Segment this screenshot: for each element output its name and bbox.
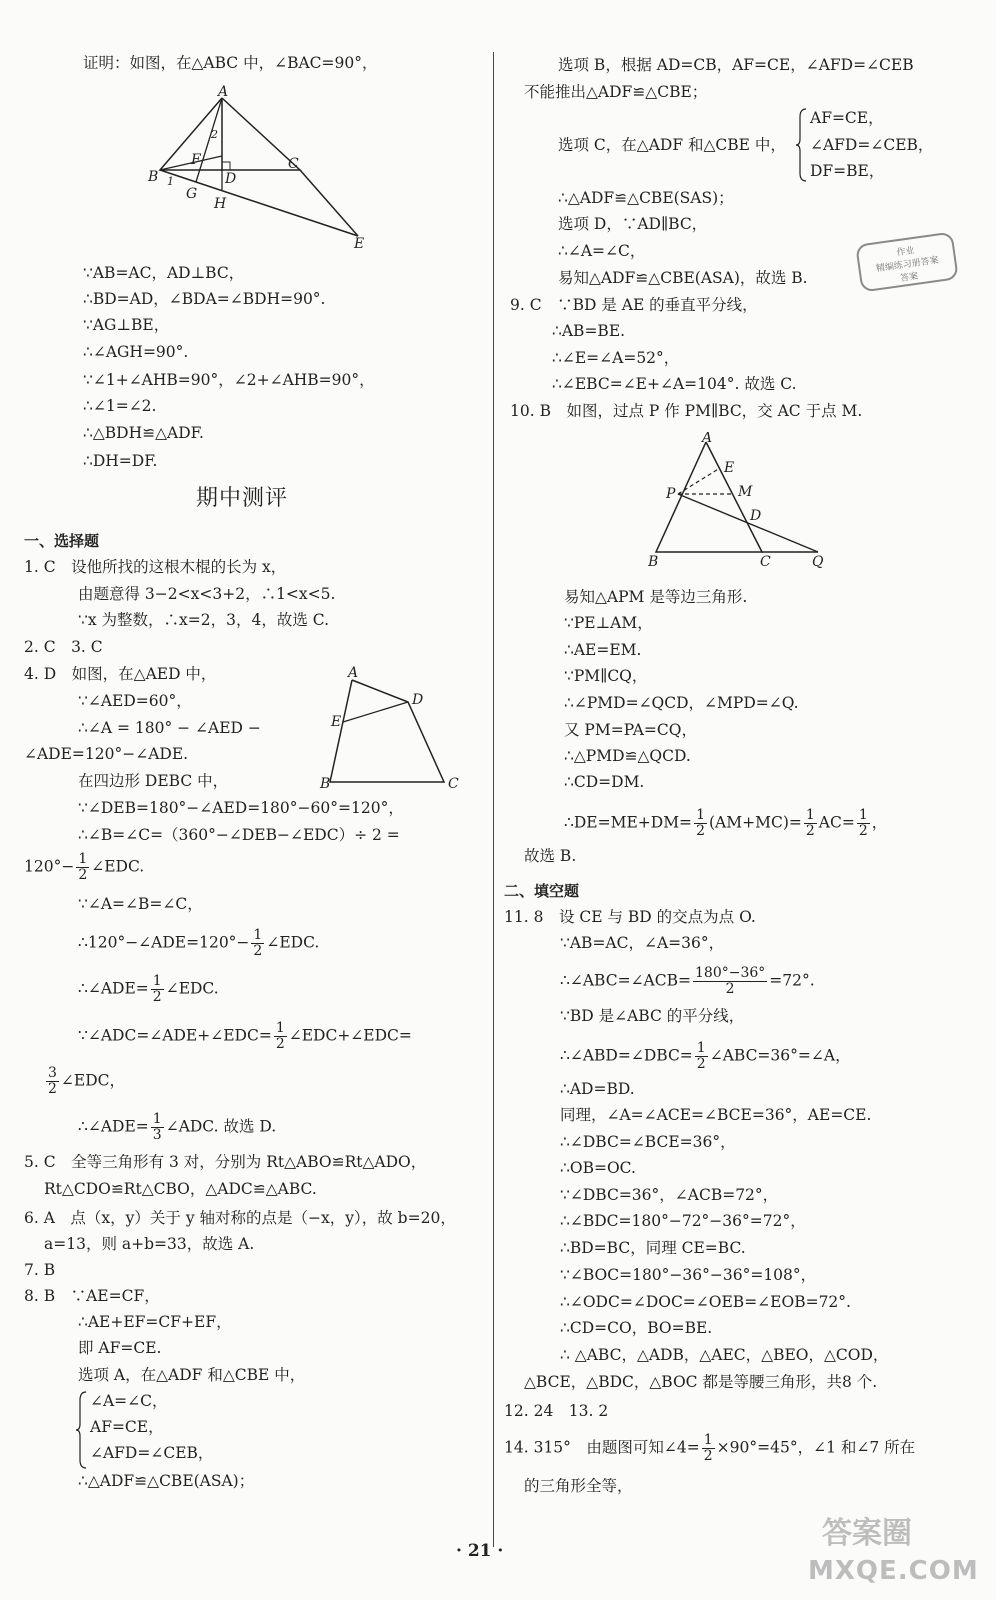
label-angle-2: 2 [211,128,218,141]
label-c: C [760,554,771,570]
fraction-half: $\frac{1}{2}$ [253,927,263,959]
answer-q11-line: ∴∠BDC=180°−72°−36°=72°， [560,1212,806,1230]
answer-q8-line: ∴△ADF≌△CBE(ASA)； [78,1472,255,1490]
answer-q12-q13: 12. 24 13. 2 [504,1402,609,1420]
answer-q8-line: 选项 D，∵AD∥BC， [558,215,708,233]
answer-q14: 14. 315° 由题图可知∠4= $\frac{1}{2}$ ×90°=45°，∠1 和∠7 所在 [504,1432,916,1464]
heading-choice: 一、选择题 [24,532,100,550]
answer-q4-line: ∵∠ADC=∠ADE+∠EDC= $\frac{1}{2}$ ∠EDC+∠EDC= [78,1020,412,1052]
answer-q11-line: ∴CD=CO，BO=BE. [560,1319,713,1337]
label-f: F [191,152,201,168]
answer-q8-line: ∴AE+EF=CF+EF， [78,1313,232,1331]
answer-q10-line: ∴DE=ME+DM= $\frac{1}{2}$ (AM+MC)= $\frac{1}{2}$ AC= $\frac{1}{2}$ ， [564,807,888,839]
answer-q10-line: ∴△PMD≌△QCD. [564,747,691,765]
answer-q11-line: ∴BD=BC，同理 CE=BC. [560,1239,746,1257]
answer-q10-line: 故选 B. [524,847,577,865]
label-e: E [724,460,735,476]
label-a: A [702,432,713,446]
fraction-three-halves: $\frac{3}{2}$ [48,1065,57,1097]
proof-intro: 证明：如图，在△ABC 中，∠BAC=90°， [83,54,378,72]
answer-q1: 1. C 设他所找的这根木棍的长为 x， [24,558,287,576]
fraction-half: $\frac{1}{2}$ [696,807,705,839]
answer-q4-line: ∴∠A = 180° − ∠AED − [78,719,261,737]
answer-q11: 11. 8 设 CE 与 BD 的交点为点 O. [504,908,756,926]
label-p: P [666,486,676,502]
answer-q8-line: AF=CE， [90,1418,164,1436]
answer-q4-line: ∵∠AED=60°， [78,692,192,710]
label-c: C [288,156,299,172]
answer-q9-line: ∴∠EBC=∠E+∠A=104°. 故选 C. [552,375,797,393]
answer-q8: 8. B ∵AE=CF， [24,1287,160,1305]
answer-q9-line: ∴∠E=∠A=52°， [552,349,680,367]
fraction-half: $\frac{1}{2}$ [152,973,162,1005]
answer-q10-line: ∴∠PMD=∠QCD，∠MPD=∠Q. [564,694,799,712]
answer-q10-line: ∵PM∥CQ， [564,667,648,685]
label-e: E [354,236,365,252]
watermark-brand: 答案圈 [822,1516,912,1551]
fraction-third: $\frac{1}{3}$ [152,1111,162,1143]
label-b: B [320,776,331,792]
answer-q11-line: ∵∠DBC=36°，∠ACB=72°， [560,1186,779,1204]
answer-q10-line: 易知△APM 是等边三角形. [564,588,748,606]
stamp-seal: 作业 精编练习册答案 答案 [855,231,959,292]
label-e: E [331,714,342,730]
answer-q8-line: 选项 A，在△ADF 和△CBE 中， [78,1366,306,1384]
label-g: G [186,186,198,202]
label-m: M [738,484,753,500]
answer-q9: 9. C ∵BD 是 AE 的垂直平分线， [510,296,758,314]
answer-q8-line: 选项 B，根据 AD=CB，AF=CE，∠AFD=∠CEB [558,56,914,74]
proof-line: ∴△BDH≌△ADF. [83,424,204,442]
answer-q8-line: ∠A=∠C， [90,1392,168,1410]
answer-q8-line: 即 AF=CE. [78,1339,162,1357]
figure-equilateral [648,432,838,572]
left-column [0,0,490,1600]
answer-q4-line: ∠ADE=120°−∠ADE. [24,745,189,763]
answer-q11-line: ∴AD=BD. [560,1080,635,1098]
answer-q5-line: Rt△CDO≌Rt△CBO，△ADC≌△ABC. [44,1180,317,1198]
label-d: D [225,171,237,187]
answer-q11-line: △BCE，△BDC，△BOC 都是等腰三角形，共8 个. [524,1373,878,1391]
brace [796,107,808,183]
answer-q10-line: ∵PE⊥AM， [564,614,653,632]
proof-line: ∴DH=DF. [83,452,158,470]
label-a: A [218,84,229,100]
section-title: 期中测评 [196,486,289,511]
label-q: Q [812,554,824,570]
label-b: B [648,554,659,570]
answer-q4-line: ∵∠DEB=180°−∠AED=180°−60°=120°， [78,799,404,817]
answer-q2-q3: 2. C 3. C [24,638,103,656]
answer-q8-line: ∠AFD=∠CEB， [90,1444,214,1462]
answer-q5: 5. C 全等三角形有 3 对，分别为 Rt△ABO≌Rt△ADO， [24,1153,427,1171]
fraction-half: $\frac{1}{2}$ [275,1020,285,1052]
answer-q10-line: ∴AE=EM. [564,641,642,659]
answer-q4-line: $\frac{3}{2}$ ∠EDC， [48,1065,126,1097]
answer-q1-line: 由题意得 3−2<x<3+2，∴1<x<5. [78,585,336,603]
answer-q8-line: ∴∠A=∠C， [558,242,646,260]
answer-q8-line: 易知△ADF≌△CBE(ASA)，故选 B. [558,269,808,287]
figure-triangle-abc [140,84,380,254]
proof-line: ∵AG⊥BE， [83,316,170,334]
proof-line: ∴BD=AD，∠BDA=∠BDH=90°. [83,290,326,308]
fraction-half: $\frac{1}{2}$ [858,807,868,839]
fraction-half: $\frac{1}{2}$ [805,807,815,839]
fraction-half: $\frac{1}{2}$ [703,1432,713,1464]
answer-q6: 6. A 点（x，y）关于 y 轴对称的点是（−x，y），故 b=20， [24,1209,456,1227]
answer-q4-line: ∴∠ADE= $\frac{1}{2}$ ∠EDC. [78,973,219,1005]
answer-q4-line: ∴∠B=∠C=（360°−∠DEB−∠EDC）÷ 2 = [78,826,400,844]
answer-q11-line: ∴∠DBC=∠BCE=36°， [560,1133,736,1151]
brace [76,1390,88,1470]
answer-q11-line: ∴ △ABC，△ADB，△AEC，△BEO，△COD， [560,1346,889,1364]
label-a: A [348,665,359,681]
answer-q4: 4. D 如图，在△AED 中， [24,665,217,683]
figure-quadrilateral [316,664,476,796]
answer-q10-line: 又 PM=PA=CQ， [564,721,697,739]
answer-q11-line: 同理，∠A=∠ACE=∠BCE=36°，AE=CE. [560,1106,872,1124]
proof-line: ∴∠1=∠2. [83,397,157,415]
answer-q11-line: ∵BD 是∠ABC 的平分线， [560,1007,745,1025]
answer-q4-line: ∴120°−∠ADE=120°− $\frac{1}{2}$ ∠EDC. [78,927,320,959]
answer-q8-line: 不能推出△ADF≌△CBE； [524,83,708,101]
answer-q8-line: ∴△ADF≌△CBE(SAS)； [558,189,734,207]
watermark-site: MXQE.COM [808,1556,979,1586]
answer-q8-line: ∠AFD=∠CEB， [810,136,934,154]
answer-q14-line: 的三角形全等， [524,1477,633,1495]
answer-q11-line: ∵AB=AC，∠A=36°， [560,934,725,952]
fraction-half: $\frac{1}{2}$ [78,851,88,883]
answer-q7: 7. B [24,1261,56,1279]
answer-q1-line: ∵x 为整数，∴x=2，3，4，故选 C. [78,611,330,629]
answer-q8-line: DF=BE， [810,162,885,180]
answer-q4-line: 在四边形 DEBC 中， [78,772,229,790]
label-d: D [412,692,424,708]
answer-q10-line: ∴CD=DM. [564,773,645,791]
answer-q11-line: ∴∠ABD=∠DBC= $\frac{1}{2}$ ∠ABC=36°=∠A， [560,1040,851,1072]
answer-q4-line: ∴∠ADE= $\frac{1}{3}$ ∠ADC. 故选 D. [78,1111,277,1143]
proof-line: ∵AB=AC，AD⊥BC， [83,264,245,282]
answer-q4-line: ∵∠A=∠B=∠C， [78,895,203,913]
answer-q6-line: a=13，则 a+b=33，故选 A. [44,1235,255,1253]
answer-q11-line: ∴∠ODC=∠DOC=∠OEB=∠EOB=72°. [560,1293,851,1311]
heading-fill: 二、填空题 [504,882,580,900]
fraction-half: $\frac{1}{2}$ [696,1040,706,1072]
label-d: D [750,508,762,524]
answer-q11-line: ∴OB=OC. [560,1159,636,1177]
label-c: C [448,776,459,792]
proof-line: ∵∠1+∠AHB=90°，∠2+∠AHB=90°， [83,371,375,389]
answer-q11-line: ∵∠BOC=180°−36°−36°=108°， [560,1266,817,1284]
column-divider [493,52,494,1547]
fraction-angle: $\frac{180^\circ-36^\circ}{2}$ [695,965,766,997]
proof-line: ∴∠AGH=90°. [83,343,189,361]
answer-q4-line: 120°− $\frac{1}{2}$ ∠EDC. [24,851,145,883]
page-number: · 21 · [456,1541,504,1561]
label-h: H [214,196,227,212]
answer-q8-line: AF=CE， [810,109,884,127]
answer-q8-line: 选项 C，在△ADF 和△CBE 中， [558,136,786,154]
label-b: B [148,169,159,185]
answer-q9-line: ∴AB=BE. [552,322,626,340]
label-angle-1: 1 [167,175,174,188]
answer-q11-line: ∴∠ABC=∠ACB= $\frac{180^\circ-36^\circ}{2}$ =72°. [560,965,815,997]
answer-q10: 10. B 如图，过点 P 作 PM∥BC，交 AC 于点 M. [510,402,863,420]
